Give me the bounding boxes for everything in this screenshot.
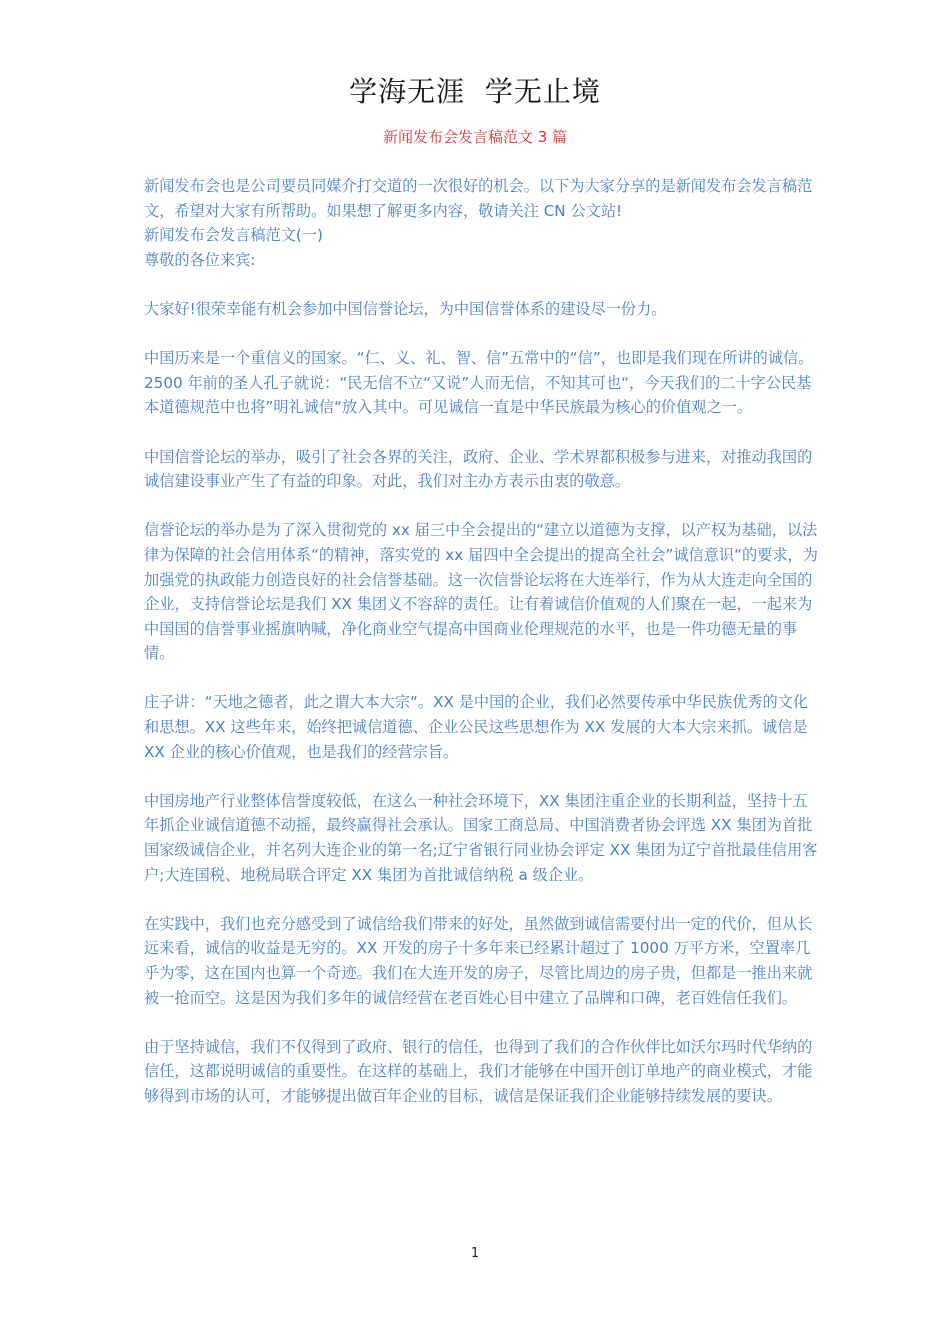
body-paragraph: 在实践中，我们也充分感受到了诚信给我们带来的好处，虽然做到诚信需要付出一定的代价，但从长远来看，诚信的收益是无穷的。XX 开发的房子十多年来已经累计超过了 1000 万平方米，空置率几乎为零，这在国内也算一个奇迹。我们在大连开发的房子，尽管比周边的房子贵，但都是一推出来就被一抢而空。这是因为我们多年的诚信经营在老百姓心目中建立了品牌和口碑，老百姓信任我们。 bbox=[144, 914, 813, 1007]
salutation: 尊敬的各位来宾: bbox=[144, 250, 256, 269]
header-title: 学海无涯 学无止境 bbox=[349, 75, 601, 108]
paragraph-gap bbox=[144, 764, 820, 789]
paragraph-gap bbox=[144, 666, 820, 691]
document-body bbox=[144, 174, 820, 1109]
paragraph-gap bbox=[144, 1010, 820, 1035]
paragraph-gap bbox=[144, 420, 820, 445]
body-paragraph: 由于坚持诚信，我们不仅得到了政府、银行的信任，也得到了我们的合作伙伴比如沃尔玛时代华纳的信任，这都说明诚信的重要性。在这样的基础上，我们才能够在中国开创订单地产的商业模式，才能够得到市场的认可，才能够提出做百年企业的目标，诚信是保证我们企业能够持续发展的要诀。 bbox=[144, 1037, 813, 1105]
paragraph-gap bbox=[144, 322, 820, 347]
page-number: 1 bbox=[470, 1246, 480, 1261]
body-paragraph: 中国信誉论坛的举办，吸引了社会各界的关注，政府、企业、学术界都积极参与进来，对推动我国的诚信建设事业产生了有益的印象。对此，我们对主办方表示由衷的敬意。 bbox=[144, 447, 813, 491]
body-paragraph: 中国房地产行业整体信誉度较低，在这么一种社会环境下，XX 集团注重企业的长期利益，坚持十五年抓企业诚信道德不动摇，最终赢得社会承认。国家工商总局、中国消费者协会评选 XX 集团为首批国家级诚信企业，并名列大连企业的第一名;辽宁省银行同业协会评定 XX 集团为辽宁首批最佳信用客户;大连国税、地税局联合评定 XX 集团为首批诚信纳税 a 级企业。 bbox=[144, 791, 818, 884]
section-heading: 新闻发布会发言稿范文(一) bbox=[144, 226, 323, 245]
intro-paragraph: 新闻发布会也是公司要员同媒介打交道的一次很好的机会。以下为大家分享的是新闻发布会发言稿范文，希望对大家有所帮助。如果想了解更多内容，敬请关注 CN 公文站! bbox=[144, 177, 813, 220]
body-paragraph: 信誉论坛的举办是为了深入贯彻党的 xx 届三中全会提出的“建立以道德为支撑，以产权为基础，以法律为保障的社会信用体系“的精神，落实党的 xx 届四中全会提出的提高全社会”诚信意识“的要求，为加强党的执政能力创造良好的社会信誉基础。这一次信誉论坛将在大连举行，作为从大连走向全国的企业，支持信誉论坛是我们 XX 集团义不容辞的责任。让有着诚信价值观的人们聚在一起，一起来为中国国的信誉事业摇旗呐喊，净化商业空气提高中国商业伦理规范的水平，也是一件功德无量的事情。 bbox=[144, 521, 818, 663]
paragraph-gap bbox=[144, 887, 820, 912]
paragraph-gap bbox=[144, 494, 820, 519]
body-paragraph: 大家好!很荣幸能有机会参加中国信誉论坛，为中国信誉体系的建设尽一份力。 bbox=[144, 299, 667, 318]
body-paragraph: 庄子讲：“天地之德者，此之谓大本大宗“。XX 是中国的企业，我们必然要传承中华民族优秀的文化和思想。XX 这些年来，始终把诚信道德、企业公民这些思想作为 XX 发展的大本大宗来抓。诚信是 XX 企业的核心价值观，也是我们的经营宗旨。 bbox=[144, 693, 809, 761]
body-paragraph: 中国历来是一个重信义的国家。“仁、义、礼、智、信”五常中的“信”，也即是我们现在所讲的诚信。2500 年前的圣人孔子就说：“民无信不立“又说”人而无信，不知其可也“，今天我们的二十字公民基本道德规范中也将”明礼诚信“放入其中。可见诚信一直是中华民族最为核心的价值观之一。 bbox=[144, 349, 814, 417]
document-title: 新闻发布会发言稿范文 3 篇 bbox=[382, 128, 568, 146]
paragraph-gap bbox=[144, 272, 820, 297]
